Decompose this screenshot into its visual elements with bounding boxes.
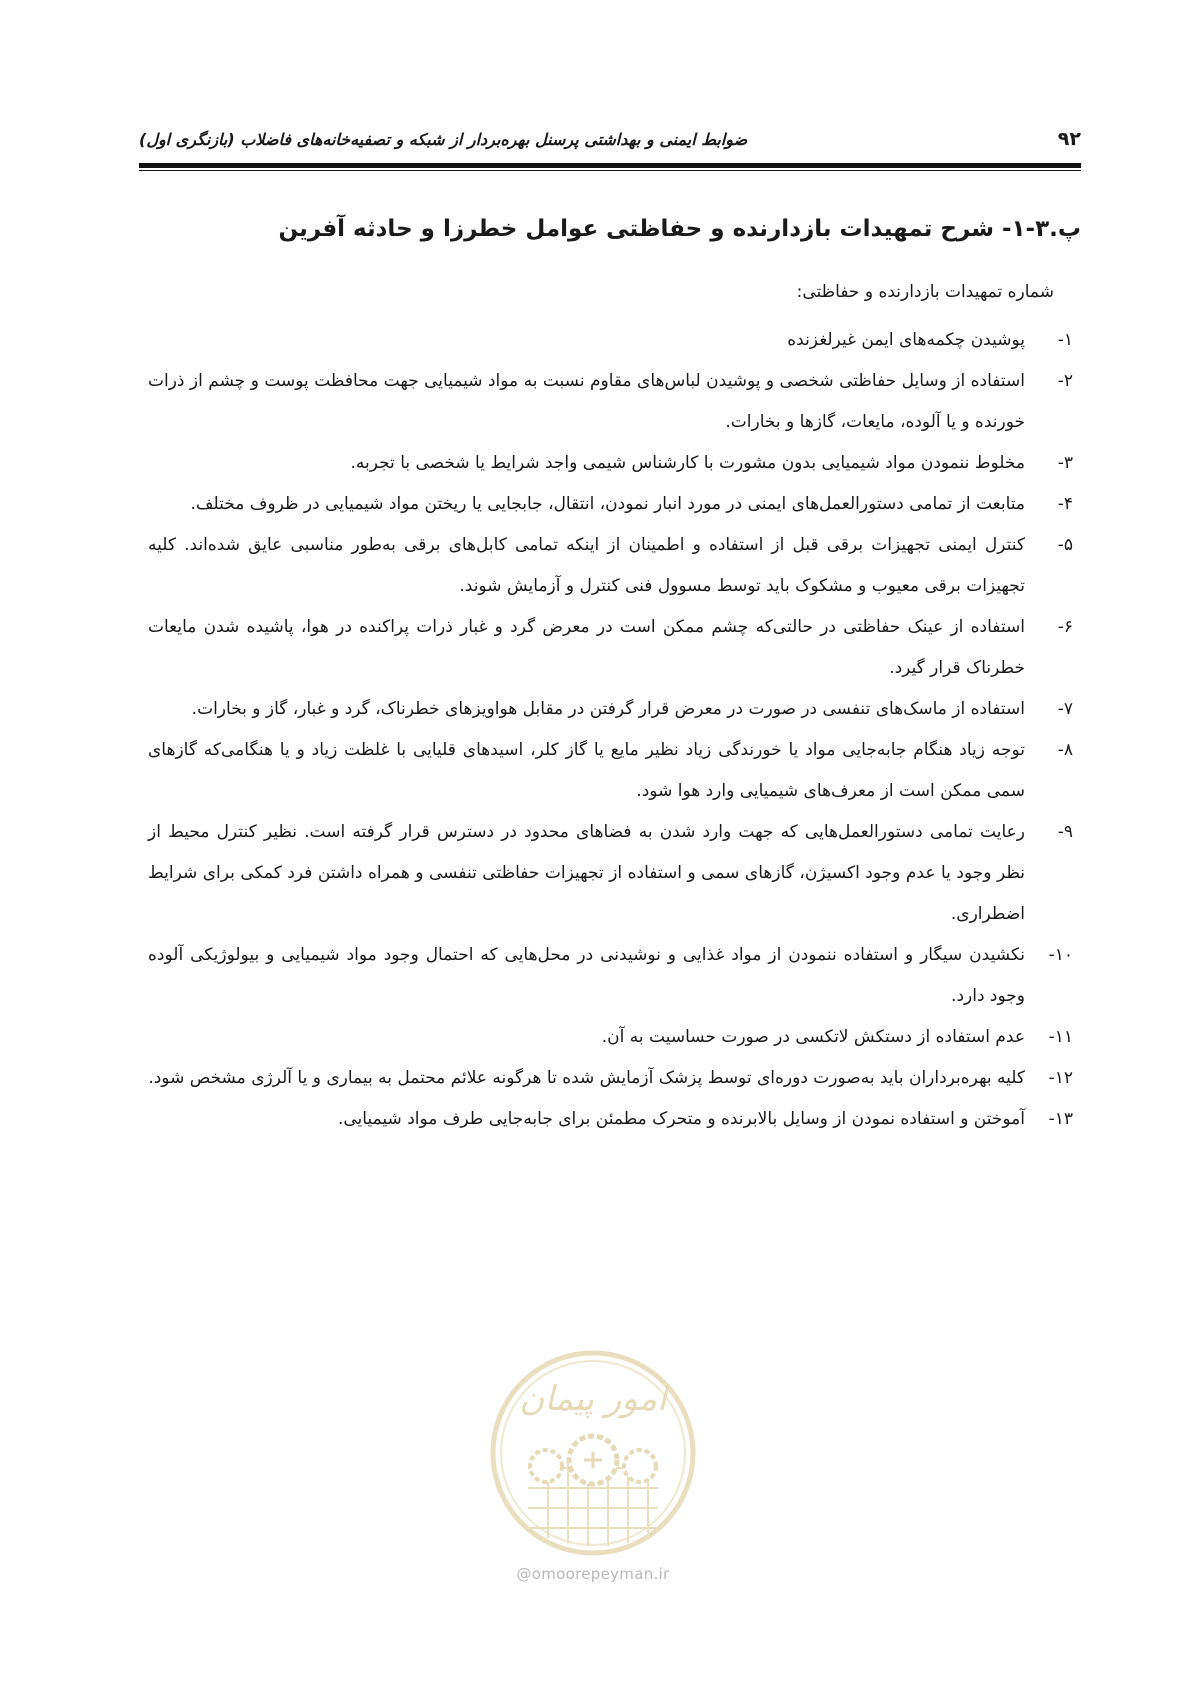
- item-text: پوشیدن چکمه‌های ایمن غیرلغزنده: [787, 330, 1025, 350]
- item-text: کلیه بهره‌برداران باید به‌صورت دوره‌ای توسط پزشک آزمایش شده تا هرگونه علائم محتمل به بیماری و یا آلرژی مشخص شود.: [148, 1068, 1025, 1088]
- item-text: عدم استفاده از دستکش لاتکسی در صورت حساسیت به آن.: [601, 1027, 1025, 1047]
- item-text: مخلوط ننمودن مواد شیمیایی بدون مشورت با کارشناس شیمی واجد شرایط یا شخصی با تجربه.: [350, 453, 1025, 473]
- item-number: ۴-: [1057, 494, 1073, 514]
- list-item: [148, 812, 1073, 935]
- list-item: [148, 607, 1073, 689]
- item-text: نکشیدن سیگار و استفاده ننمودن از مواد غذایی و نوشیدنی در محل‌هایی که احتمال وجود مواد شیمیایی و بیولوژیکی آلوده وجود دارد.: [148, 945, 1025, 1006]
- item-number: ۱-: [1057, 330, 1073, 350]
- watermark-url: @omoorepeyman.ir: [516, 1565, 670, 1583]
- list-item: [148, 1017, 1073, 1058]
- item-text: استفاده از وسایل حفاظتی شخصی و پوشیدن لباس‌های مقاوم نسبت به مواد شیمیایی جهت محافظت پوست و چشم از ذرات خورنده و یا آلوده، مایعات، گازها و بخارات.: [148, 371, 1025, 432]
- list-item: [148, 1058, 1073, 1099]
- list-item: [148, 361, 1073, 443]
- item-number: ۸-: [1057, 740, 1073, 760]
- measures-list: [148, 320, 1073, 1140]
- item-text: رعایت تمامی دستورالعمل‌هایی که جهت وارد شدن به فضاهای محدود در دسترس قرار گرفته است. نظیر کنترل محیط از نظر وجود یا عدم وجود اکسیژن، گازهای سمی و استفاده از تجهیزات حفاظتی تنفسی و همراه داشتن فرد کمکی برای شرایط اضطراری.: [148, 822, 1025, 924]
- page-number: ۹۲: [1057, 128, 1081, 150]
- item-number: ۳-: [1057, 453, 1073, 473]
- item-number: ۷-: [1057, 699, 1073, 719]
- list-item: [148, 935, 1073, 1017]
- section-intro: شماره تمهیدات بازدارنده و حفاظتی:: [796, 282, 1054, 302]
- list-item: [148, 730, 1073, 812]
- item-text: متابعت از تمامی دستورالعمل‌های ایمنی در مورد انبار نمودن، انتقال، جابجایی یا ریختن مواد شیمیایی در ظروف مختلف.: [190, 494, 1025, 514]
- item-number: ۱۲-: [1048, 1068, 1073, 1088]
- item-text: توجه زیاد هنگام جابه‌جایی مواد یا خورندگی زیاد نظیر مایع یا گاز کلر، اسیدهای قلیایی با غلظت زیاد و یا هنگامی‌که گازهای سمی ممکن است از معرف‌های شیمیایی وارد هوا شود.: [148, 740, 1025, 801]
- item-number: ۱۳-: [1048, 1109, 1073, 1129]
- list-item: [148, 443, 1073, 484]
- page-header: [139, 126, 1081, 156]
- running-title: ضوابط ایمنی و بهداشتی پرسنل بهره‌بردار از شبکه و تصفیه‌خانه‌های فاضلاب (بازنگری اول): [139, 130, 748, 149]
- item-text: استفاده از ماسک‌های تنفسی در صورت در معرض قرار گرفتن در مقابل هواویزهای خطرناک، گرد و غبار، گاز و بخارات.: [191, 699, 1025, 719]
- list-item: [148, 689, 1073, 730]
- list-item: [148, 320, 1073, 361]
- header-rule-thick: [139, 163, 1081, 168]
- item-number: ۱۱-: [1048, 1027, 1073, 1047]
- list-item: [148, 484, 1073, 525]
- list-item: [148, 525, 1073, 607]
- item-number: ۶-: [1057, 617, 1073, 637]
- watermark-logo-text: امور پیمان: [519, 1379, 667, 1419]
- section-title: پ.۳-۱- شرح تمهیدات بازدارنده و حفاظتی عوامل خطرزا و حادثه آفرین: [278, 216, 1081, 242]
- item-text: آموختن و استفاده نمودن از وسایل بالابرنده و متحرک مطمئن برای جابه‌جایی طرف مواد شیمیایی.: [337, 1109, 1025, 1129]
- item-number: ۱۰-: [1048, 945, 1073, 965]
- item-text: استفاده از عینک حفاظتی در حالتی‌که چشم ممکن است در معرض گرد و غبار ذرات پراکنده در هوا، پاشیده شدن مایعات خطرناک قرار گیرد.: [148, 617, 1025, 678]
- item-number: ۲-: [1057, 371, 1073, 391]
- header-rule-thin: [139, 170, 1081, 171]
- item-number: ۹-: [1057, 822, 1073, 842]
- list-item: [148, 1099, 1073, 1140]
- item-text: کنترل ایمنی تجهیزات برقی قبل از استفاده و اطمینان از اینکه تمامی کابل‌های برقی به‌طور مناسبی عایق شده‌اند. کلیه تجهیزات برقی معیوب و مشکوک باید توسط مسوول فنی کنترل و آزمایش شوند.: [148, 535, 1025, 596]
- watermark-logo: [488, 1348, 698, 1558]
- item-number: ۵-: [1057, 535, 1073, 555]
